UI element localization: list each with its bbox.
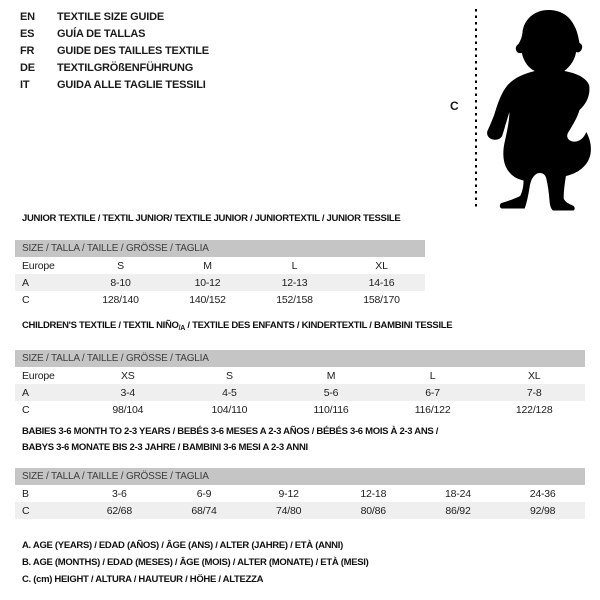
babies-size-header: SIZE / TALLA / TAILLE / GRÖSSE / TAGLIA: [15, 468, 585, 485]
size-cell: 122/128: [515, 403, 553, 416]
size-cell: 4-5: [222, 386, 237, 399]
size-cell: XL: [375, 259, 388, 272]
babies-table: [15, 485, 585, 519]
section-babies: [15, 424, 585, 519]
size-cell: L: [291, 259, 298, 272]
lang-code-en: EN: [20, 11, 35, 23]
row-label: C: [22, 504, 30, 517]
size-cell: 152/158: [276, 293, 313, 306]
toddler-silhouette-icon: [448, 4, 598, 212]
size-cell: S: [117, 259, 124, 272]
row-label: Europe: [22, 369, 55, 382]
size-cell: M: [203, 259, 212, 272]
size-cell: 8-10: [110, 276, 131, 289]
size-cell: M: [326, 369, 336, 382]
size-cell: 74/80: [276, 504, 302, 517]
table-row: [15, 274, 425, 291]
row-label: C: [22, 403, 30, 416]
size-cell: 12-13: [281, 276, 308, 289]
size-cell: 7-8: [526, 386, 542, 399]
size-cell: 98/104: [112, 403, 144, 416]
size-cell: 68/74: [191, 504, 217, 517]
lang-label-it: GUIDA ALLE TAGLIE TESSILI: [57, 79, 206, 91]
size-cell: 10-12: [194, 276, 221, 289]
table-row: [15, 291, 425, 308]
legend-line-a: A. AGE (YEARS) / EDAD (AÑOS) / ÂGE (ANS) / ALTER (JAHRE) / ETÀ (ANNI): [22, 540, 343, 551]
children-title-sub: /A: [178, 325, 186, 332]
height-measure-figure: [448, 4, 598, 212]
height-measure-label: C: [450, 99, 459, 113]
lang-code-it: IT: [20, 79, 30, 91]
table-row: [15, 257, 425, 274]
size-cell: 6-7: [425, 386, 440, 399]
size-cell: 80/86: [360, 504, 386, 517]
children-table: [15, 367, 585, 418]
babies-title-line1: BABIES 3-6 MONTH TO 2-3 YEARS / BEBÉS 3-6 MESES A 2-3 AÑOS / BÉBÉS 3-6 MOIS À 2-3 ANS /: [22, 426, 439, 437]
size-cell: 116/122: [414, 403, 451, 416]
lang-label-fr: GUIDE DES TAILLES TEXTILE: [57, 45, 209, 57]
lang-code-fr: FR: [20, 45, 35, 57]
size-cell: 14-16: [368, 276, 395, 289]
junior-size-header: SIZE / TALLA / TAILLE / GRÖSSE / TAGLIA: [15, 240, 425, 257]
row-label: A: [22, 276, 29, 289]
size-cell: 140/152: [189, 293, 226, 306]
children-title: [15, 319, 585, 335]
row-label: C: [22, 293, 30, 306]
children-title-post: / TEXTILE DES ENFANTS / KINDERTEXTIL / BAMBINI TESSILE: [185, 320, 453, 331]
table-row: [15, 367, 585, 384]
row-label: B: [22, 487, 29, 500]
size-cell: 3-4: [120, 386, 136, 399]
size-cell: 5-6: [323, 386, 339, 399]
babies-title-line2: BABYS 3-6 MONATE BIS 2-3 JAHRE / BAMBINI 3-6 MESI A 2-3 ANNI: [22, 442, 308, 453]
size-cell: 104/110: [211, 403, 248, 416]
table-row: [15, 384, 585, 401]
size-cell: 62/68: [106, 504, 132, 517]
lang-code-es: ES: [20, 28, 35, 40]
size-cell: XS: [120, 369, 135, 382]
size-cell: 6-9: [196, 487, 212, 500]
language-list: [20, 9, 209, 94]
size-cell: 3-6: [112, 487, 127, 500]
table-row: [15, 502, 585, 519]
size-cell: 9-12: [278, 487, 299, 500]
legend-line-c: C. (cm) HEIGHT / ALTURA / HAUTEUR / HÖHE / ALTEZZA: [22, 574, 264, 585]
size-cell: 24-36: [529, 487, 556, 500]
size-cell: 128/140: [102, 293, 139, 306]
table-row: [15, 485, 585, 502]
children-size-header: SIZE / TALLA / TAILLE / GRÖSSE / TAGLIA: [15, 350, 585, 367]
size-cell: L: [429, 369, 436, 382]
size-cell: XL: [527, 369, 541, 382]
size-cell: 158/170: [363, 293, 400, 306]
size-cell: 92/98: [530, 504, 556, 517]
size-cell: S: [225, 369, 233, 382]
section-junior: [15, 212, 425, 308]
lang-code-de: DE: [20, 62, 35, 74]
toddler-silhouette: [487, 10, 591, 211]
legend: [15, 537, 368, 588]
row-label: A: [22, 386, 29, 399]
row-label: Europe: [22, 259, 55, 272]
babies-title: [15, 424, 585, 456]
lang-label-es: GUÍA DE TALLAS: [57, 28, 146, 40]
table-row: [15, 401, 585, 418]
legend-line-b: B. AGE (MONTHS) / EDAD (MESES) / ÂGE (MOIS) / ALTER (MONATE) / ETÀ (MESI): [22, 557, 369, 568]
size-cell: 110/116: [313, 403, 349, 416]
size-cell: 12-18: [360, 487, 387, 500]
size-cell: 86/92: [445, 504, 471, 517]
size-cell: 18-24: [445, 487, 471, 500]
junior-title: JUNIOR TEXTILE / TEXTIL JUNIOR/ TEXTILE JUNIOR / JUNIORTEXTIL / JUNIOR TESSILE: [22, 213, 401, 224]
lang-label-en: TEXTILE SIZE GUIDE: [57, 11, 165, 23]
junior-table: [15, 257, 425, 308]
lang-label-de: TEXTILGRÖßENFÜHRUNG: [57, 62, 194, 74]
children-title-pre: CHILDREN'S TEXTILE / TEXTIL NIÑO: [22, 320, 179, 331]
section-children: [15, 319, 585, 418]
